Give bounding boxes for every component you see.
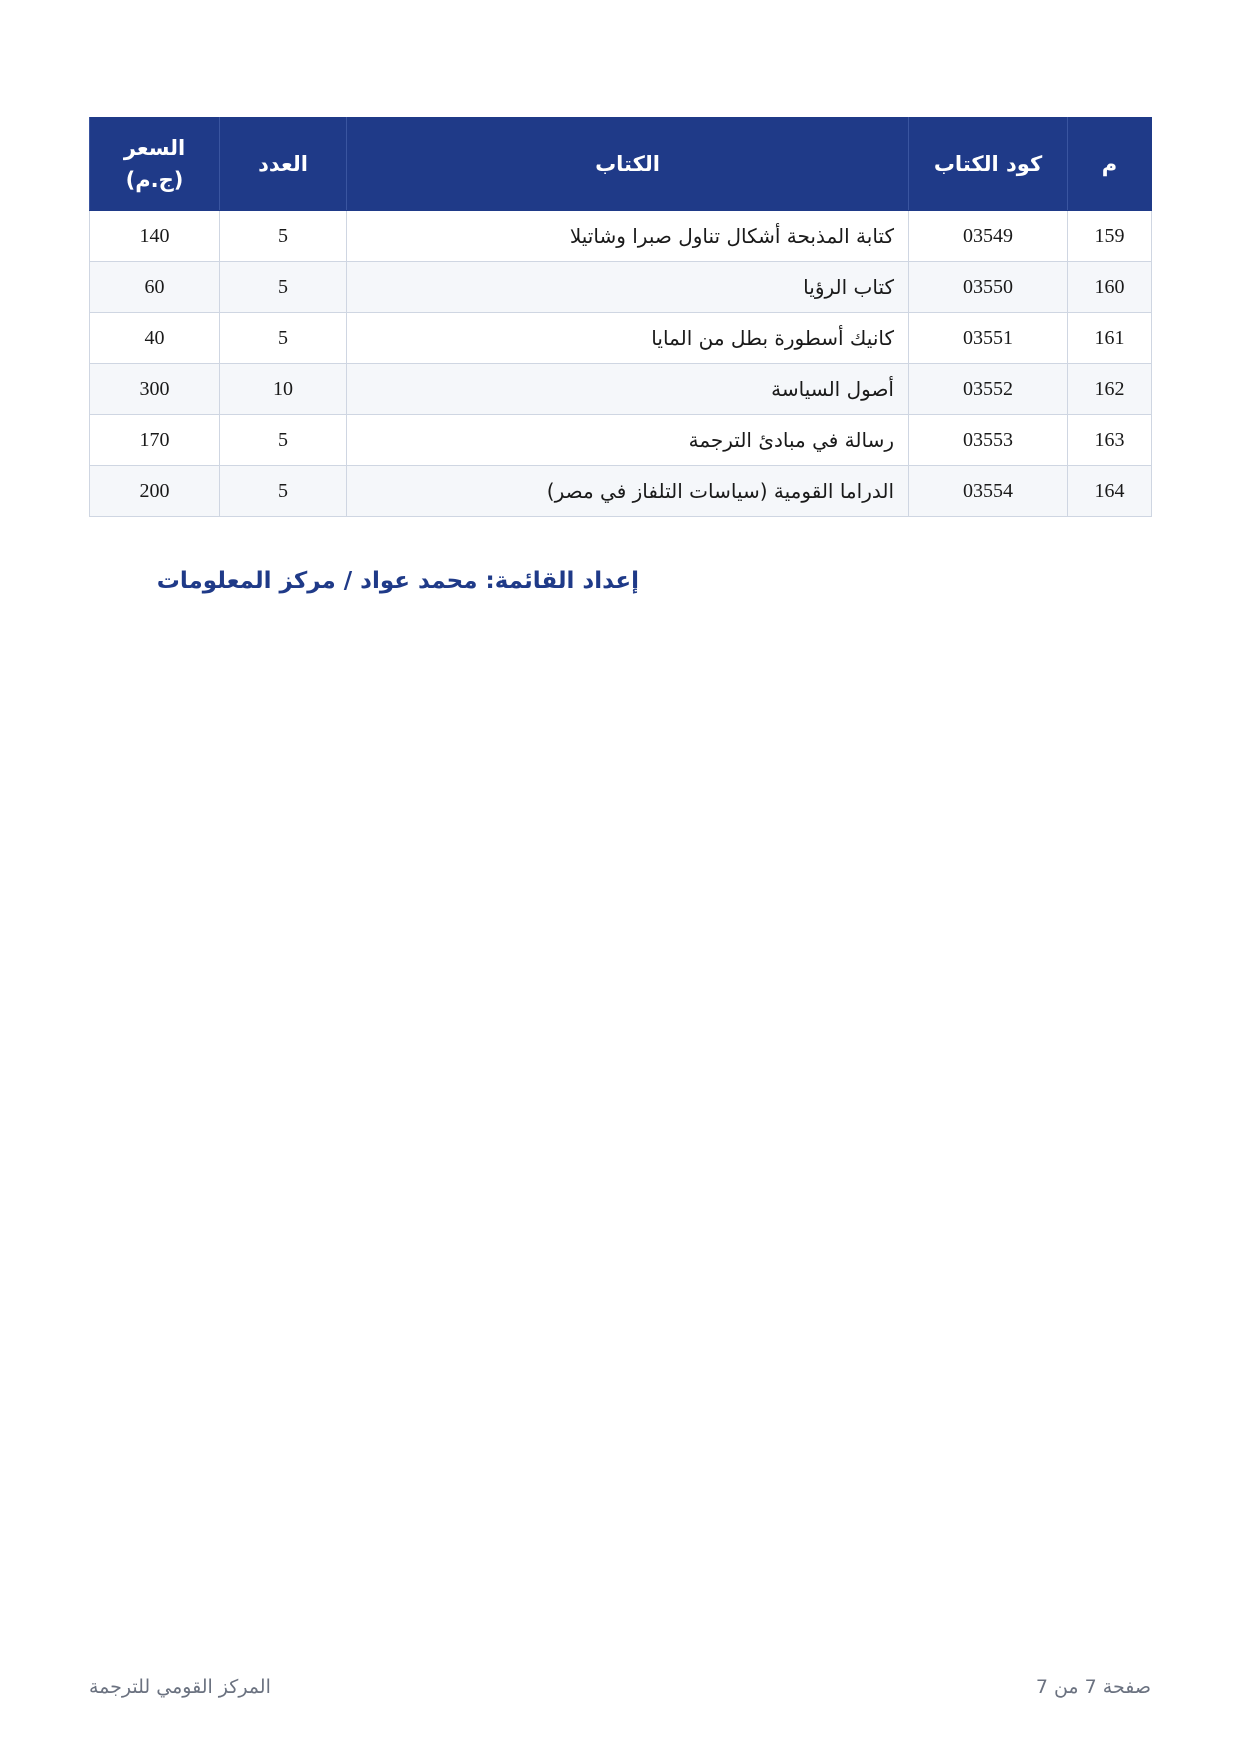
- cell-price: 40: [90, 313, 220, 364]
- cell-title: كتاب الرؤيا: [347, 262, 909, 313]
- header-title: الكتاب: [347, 118, 909, 211]
- cell-code: 03549: [909, 211, 1068, 262]
- cell-count: 5: [220, 211, 347, 262]
- prepared-by-note: إعداد القائمة: محمد عواد / مركز المعلومات: [156, 568, 639, 594]
- cell-code: 03553: [909, 415, 1068, 466]
- cell-index: 159: [1068, 211, 1152, 262]
- cell-count: 5: [220, 415, 347, 466]
- cell-index: 160: [1068, 262, 1152, 313]
- cell-price: 170: [90, 415, 220, 466]
- table-row: [90, 313, 1152, 364]
- header-price-label: السعر: [123, 136, 186, 160]
- table-row: [90, 415, 1152, 466]
- cell-code: 03552: [909, 364, 1068, 415]
- cell-title: كتابة المذبحة أشكال تناول صبرا وشاتيلا: [347, 211, 909, 262]
- header-price: [90, 118, 220, 211]
- footer-page-number: صفحة 7 من 7: [1035, 1676, 1151, 1698]
- cell-title: أصول السياسة: [347, 364, 909, 415]
- cell-count: 5: [220, 262, 347, 313]
- cell-title: الدراما القومية (سياسات التلفاز في مصر): [347, 466, 909, 517]
- table-row: [90, 211, 1152, 262]
- cell-price: 200: [90, 466, 220, 517]
- books-table: [89, 117, 1152, 517]
- cell-code: 03554: [909, 466, 1068, 517]
- table-row: [90, 466, 1152, 517]
- cell-count: 10: [220, 364, 347, 415]
- cell-count: 5: [220, 466, 347, 517]
- cell-price: 140: [90, 211, 220, 262]
- header-index: م: [1068, 118, 1152, 211]
- cell-title: كانيك أسطورة بطل من المايا: [347, 313, 909, 364]
- cell-index: 163: [1068, 415, 1152, 466]
- header-price-unit: (ج.م): [125, 168, 184, 192]
- cell-count: 5: [220, 313, 347, 364]
- cell-index: 164: [1068, 466, 1152, 517]
- header-code: كود الكتاب: [909, 118, 1068, 211]
- footer-organization: المركز القومي للترجمة: [89, 1676, 271, 1698]
- cell-title: رسالة في مبادئ الترجمة: [347, 415, 909, 466]
- table-row: [90, 262, 1152, 313]
- cell-price: 60: [90, 262, 220, 313]
- table-row: [90, 364, 1152, 415]
- cell-code: 03551: [909, 313, 1068, 364]
- cell-code: 03550: [909, 262, 1068, 313]
- cell-price: 300: [90, 364, 220, 415]
- cell-index: 162: [1068, 364, 1152, 415]
- cell-index: 161: [1068, 313, 1152, 364]
- header-count: العدد: [220, 118, 347, 211]
- table-header-row: [90, 118, 1152, 211]
